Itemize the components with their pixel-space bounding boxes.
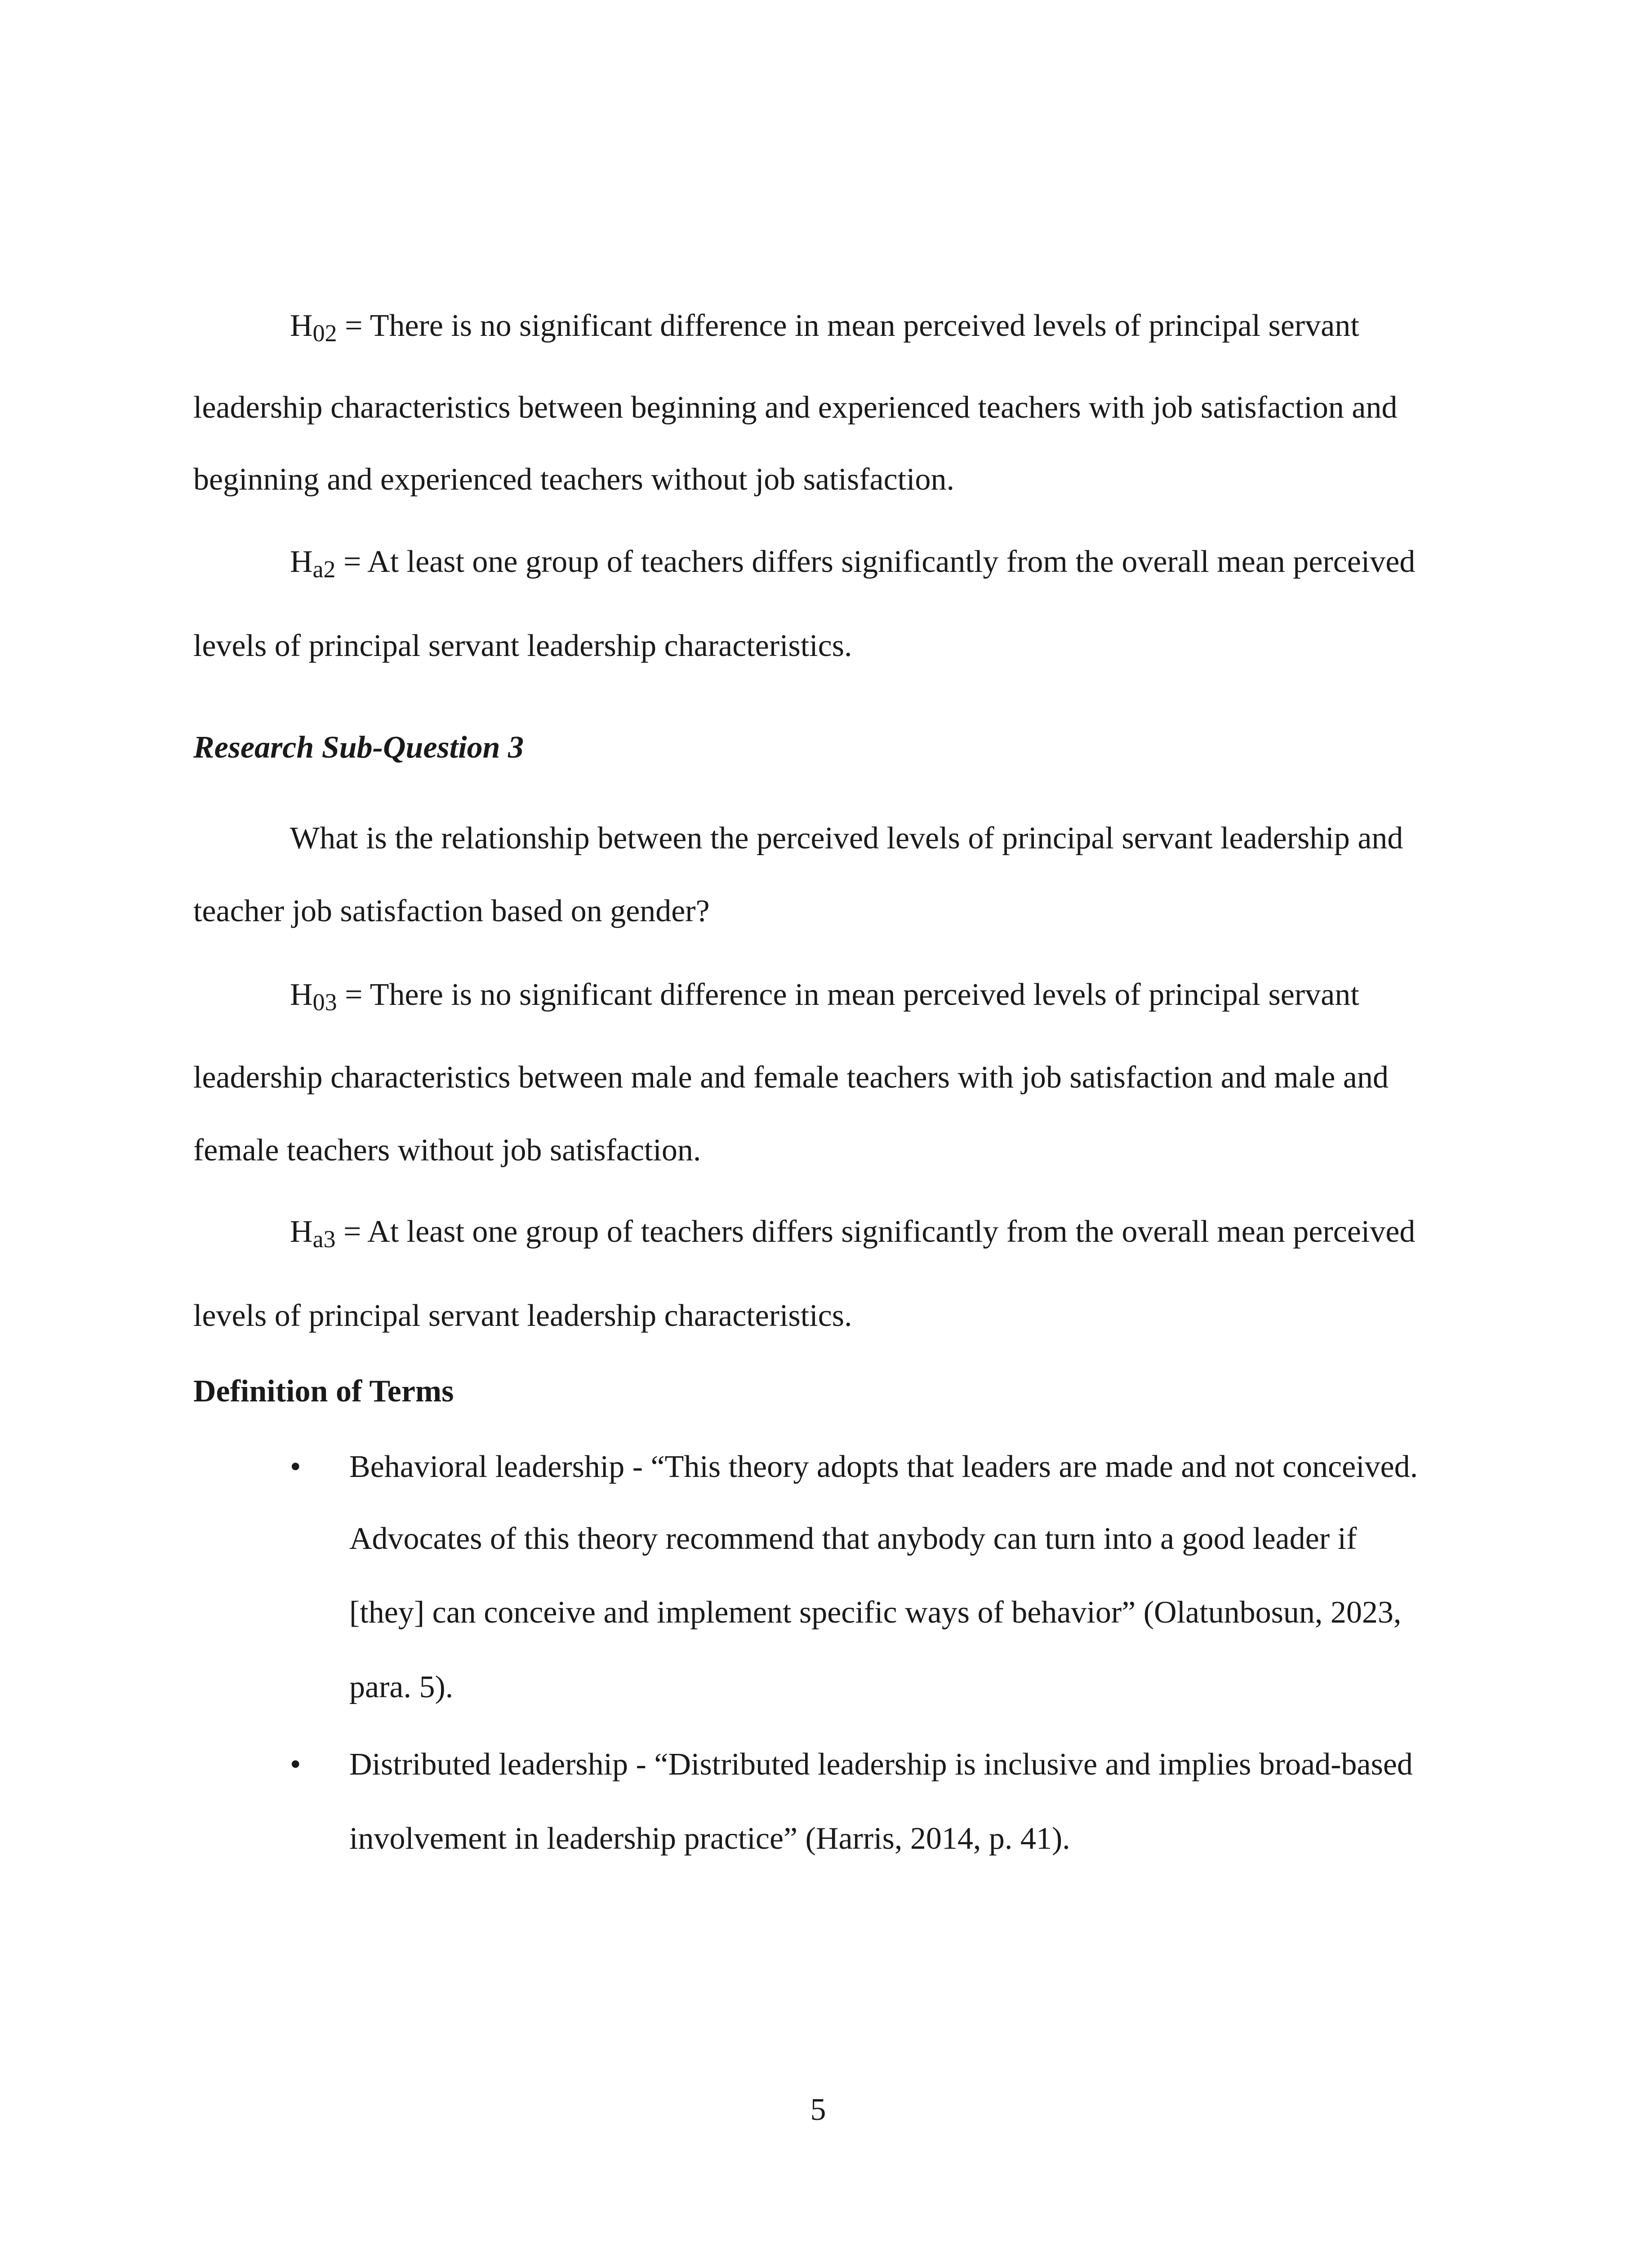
hypothesis-ha2-line-1	[290, 544, 1416, 583]
definition-distributed-line-2: involvement in leadership practice” (Harris, 2014, p. 41).	[349, 1821, 1070, 1856]
hypothesis-ha3-subscript: a3	[312, 1226, 336, 1253]
definition-behavioral-line-2: Advocates of this theory recommend that anybody can turn into a good leader if	[349, 1521, 1357, 1556]
hypothesis-h02-symbol: H	[290, 308, 313, 343]
hypothesis-h02-line-3: beginning and experienced teachers without job satisfaction.	[193, 462, 955, 497]
hypothesis-h02-line-1	[290, 308, 1359, 347]
research-sub-question-3-line-1: What is the relationship between the perceived levels of principal servant leadership and	[290, 821, 1403, 856]
hypothesis-ha3-line-1	[290, 1214, 1416, 1253]
hypothesis-h02-text-1: = There is no significant difference in mean perceived levels of principal servant	[337, 308, 1359, 343]
bullet-2-glyph: •	[290, 1747, 301, 1782]
hypothesis-ha3-line-2: levels of principal servant leadership characteristics.	[193, 1298, 852, 1333]
definition-behavioral-line-1: Behavioral leadership - “This theory adopts that leaders are made and not conceived.	[349, 1450, 1418, 1484]
page-number: 5	[810, 2092, 826, 2127]
definition-distributed-line-1: Distributed leadership - “Distributed leadership is inclusive and implies broad-based	[349, 1747, 1413, 1782]
research-sub-question-3-heading: Research Sub-Question 3	[193, 730, 524, 765]
hypothesis-h03-line-3: female teachers without job satisfaction.	[193, 1133, 701, 1168]
definition-of-terms-heading: Definition of Terms	[193, 1374, 454, 1409]
hypothesis-ha2-line-2: levels of principal servant leadership characteristics.	[193, 629, 852, 663]
hypothesis-h03-text-1: = There is no significant difference in mean perceived levels of principal servant	[337, 977, 1359, 1012]
hypothesis-ha3-symbol: H	[290, 1214, 313, 1249]
hypothesis-ha2-text-1: = At least one group of teachers differs significantly from the overall mean perceived	[335, 544, 1416, 579]
hypothesis-h02-subscript: 02	[312, 320, 337, 347]
research-sub-question-3-line-2: teacher job satisfaction based on gender?	[193, 894, 710, 928]
hypothesis-h03-subscript: 03	[312, 989, 337, 1016]
definition-behavioral-line-3: [they] can conceive and implement specific ways of behavior” (Olatunbosun, 2023,	[349, 1595, 1402, 1630]
hypothesis-h03-line-2: leadership characteristics between male and female teachers with job satisfaction and male and	[193, 1060, 1389, 1095]
definition-behavioral-line-4: para. 5).	[349, 1670, 454, 1704]
hypothesis-h03-line-1	[290, 977, 1359, 1016]
hypothesis-h02-line-2: leadership characteristics between beginning and experienced teachers with job satisfaction and	[193, 390, 1398, 425]
hypothesis-ha2-subscript: a2	[312, 556, 336, 583]
hypothesis-h03-symbol: H	[290, 977, 313, 1012]
bullet-1-glyph: •	[290, 1450, 301, 1484]
hypothesis-ha3-text-1: = At least one group of teachers differs significantly from the overall mean perceived	[335, 1214, 1416, 1249]
hypothesis-ha2-symbol: H	[290, 544, 313, 579]
